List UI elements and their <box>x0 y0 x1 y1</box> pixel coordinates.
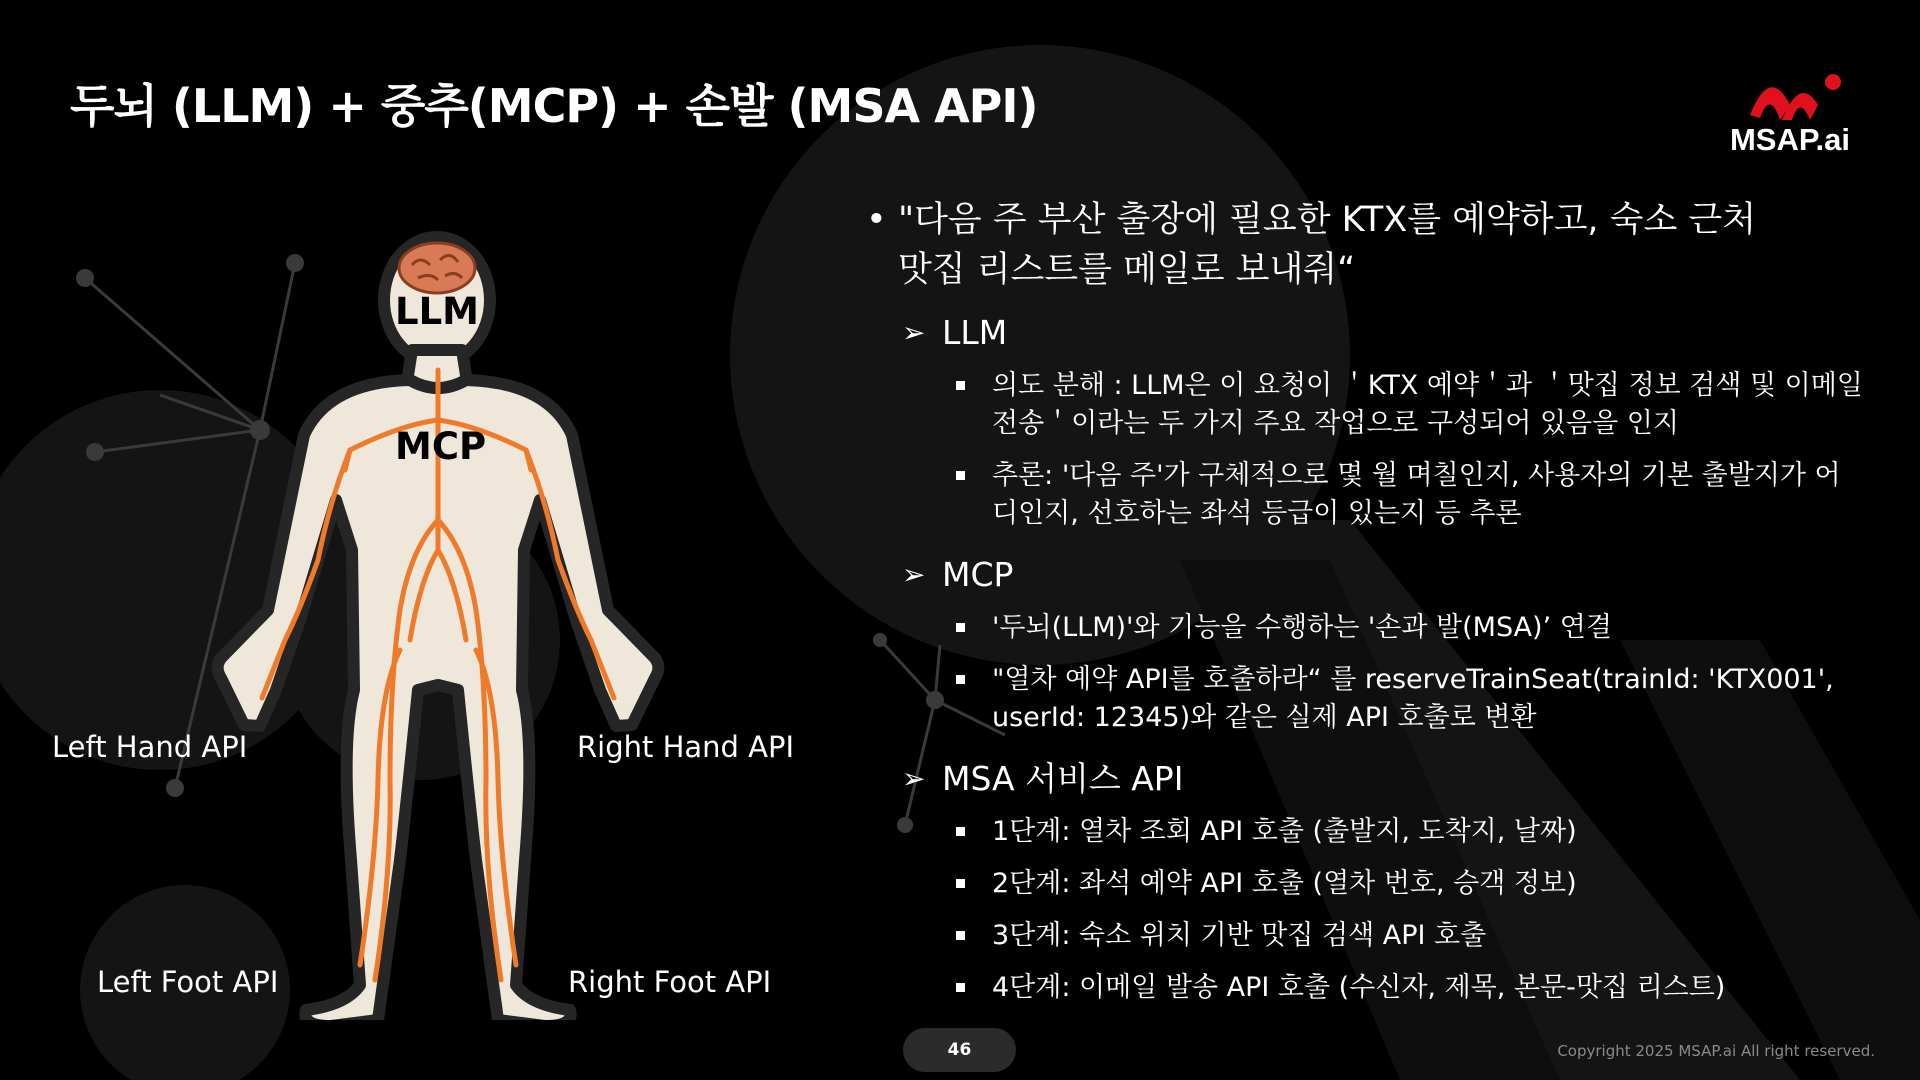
arrow-bullet-icon: ➢ <box>902 316 926 349</box>
section-heading <box>866 547 1866 603</box>
square-bullet-icon <box>956 931 965 940</box>
section-heading <box>866 751 1866 807</box>
section-title: MCP <box>942 555 1014 594</box>
square-bullet-icon <box>956 983 965 992</box>
list-item: 1단계: 열차 조회 API 호출 (출발지, 도착지, 날짜) <box>866 813 1866 851</box>
user-request-quote <box>866 195 1866 295</box>
quote-line-1: "다음 주 부산 출장에 필요한 KTX를 예약하고, 숙소 근처 <box>898 200 1757 240</box>
arrow-bullet-icon: ➢ <box>902 762 926 795</box>
square-bullet-icon <box>956 675 965 684</box>
list-item: 추론: '다음 주'가 구체적으로 몇 월 며칠인지, 사용자의 기본 출발지가 어디인지, 선호하는 좌석 등급이 있는지 등 추론 <box>866 457 1866 533</box>
brain-icon <box>399 243 475 293</box>
quote-line-2: 맛집 리스트를 메일로 보내줘“ <box>898 250 1356 290</box>
list-item: 의도 분해 : LLM은 이 요청이 ＇KTX 예약＇과 ＇맛집 정보 검색 및 이메일 전송＇이라는 두 가지 주요 작업으로 구성되어 있음을 인지 <box>866 367 1866 443</box>
list-item: '두뇌(LLM)'와 기능을 수행하는 '손과 발(MSA)’ 연결 <box>866 609 1866 647</box>
list-item: 2단계: 좌석 예약 API 호출 (열차 번호, 승객 정보) <box>866 865 1866 903</box>
llm-label: LLM <box>395 290 479 333</box>
section-llm <box>866 305 1866 533</box>
section-mcp <box>866 547 1866 737</box>
section-heading <box>866 305 1866 361</box>
human-body-figure <box>0 220 800 1020</box>
square-bullet-icon <box>956 381 965 390</box>
logo-wordmark: MSAP.ai <box>1729 122 1851 157</box>
section-title: LLM <box>942 313 1008 352</box>
page-number-badge: 46 <box>903 1028 1016 1072</box>
section-title: MSA 서비스 API <box>942 759 1184 798</box>
right-foot-api-label: Right Foot API <box>568 965 772 999</box>
slide-title: 두뇌 (LLM) + 중추(MCP) + 손발 (MSA API) <box>70 79 1038 133</box>
body-silhouette <box>218 237 659 1020</box>
list-item: 4단계: 이메일 발송 API 호출 (수신자, 제목, 본문-맛집 리스트) <box>866 969 1866 1007</box>
square-bullet-icon <box>956 623 965 632</box>
left-foot-api-label: Left Foot API <box>97 965 279 999</box>
left-hand-api-label: Left Hand API <box>52 730 248 764</box>
arrow-bullet-icon: ➢ <box>902 558 926 591</box>
right-hand-api-label: Right Hand API <box>577 730 795 764</box>
bullet-icon: • <box>866 200 887 240</box>
mcp-label: MCP <box>395 425 487 468</box>
slide-content <box>866 195 1866 1021</box>
section-msa-api <box>866 751 1866 1007</box>
square-bullet-icon <box>956 471 965 480</box>
square-bullet-icon <box>956 879 965 888</box>
square-bullet-icon <box>956 827 965 836</box>
copyright-text: Copyright 2025 MSAP.ai All right reserved. <box>1557 1042 1875 1060</box>
list-item: 3단계: 숙소 위치 기반 맛집 검색 API 호출 <box>866 917 1866 955</box>
list-item: "열차 예약 API를 호출하라“ 를 reserveTrainSeat(trainId: 'KTX001', userId: 12345)와 같은 실제 API 호출로 변환 <box>866 661 1866 737</box>
